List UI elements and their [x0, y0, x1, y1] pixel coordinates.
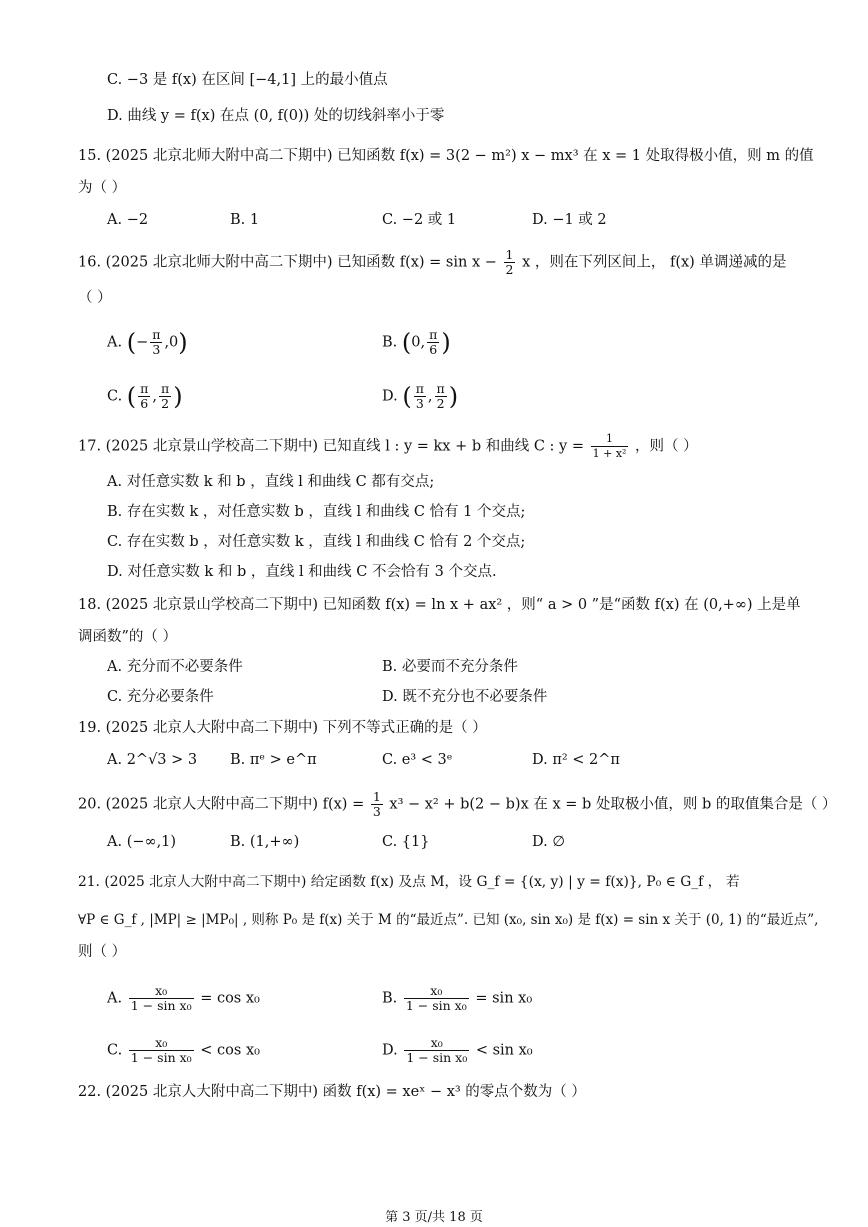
- q16-d-fraction1: [414, 382, 426, 411]
- q17-frac-den: 1 + x²: [592, 447, 627, 460]
- q16-d-label: D.: [382, 388, 398, 405]
- q17-stem-prefix: 17. (2025 北京景山学校高二下期中) 已知直线 l : y = kx + b 和曲线 C : y =: [78, 438, 584, 455]
- q21-d-fraction: [404, 1036, 469, 1065]
- q16-b-lparen: (: [401, 328, 412, 357]
- q15-option-b: B. 1: [230, 212, 260, 228]
- q16-d-rparen: ): [448, 382, 459, 411]
- q17-stem-fraction: [591, 432, 629, 461]
- q21-option-d: [382, 1036, 533, 1065]
- q21-b-num: x₀: [404, 984, 469, 999]
- q16-c-fraction2: [159, 382, 171, 411]
- q21-c-num: x₀: [129, 1036, 194, 1051]
- q21-c-fraction: [129, 1036, 194, 1065]
- q16-option-c: C. ( $\frac{\pi}{6}$ , $\frac{\pi}{2}$ ): [107, 381, 183, 411]
- q16-b-label: B.: [382, 334, 398, 351]
- q21-d-relation: < sin x₀: [475, 1042, 533, 1059]
- q14-option-d: D. 曲线 y = f(x) 在点 (0, f(0)) 处的切线斜率小于零: [107, 108, 445, 124]
- q16-c-label: C.: [107, 388, 123, 405]
- q16-stem-line1: [78, 248, 786, 277]
- q15-option-a: A. −2: [107, 212, 149, 228]
- page-number-footer: 第 3 页/共 18 页: [385, 1210, 483, 1225]
- q16-c-den2: 2: [161, 396, 170, 411]
- q16-stem-line2: （ ）: [78, 290, 112, 306]
- q16-stem-fraction: [504, 248, 516, 277]
- q21-stem-line1: 21. (2025 北京人大附中高二下期中) 给定函数 f(x) 及点 M，设 G_f = {(x, y) | y = f(x)}, P₀ ∈ G_f ， 若: [78, 874, 740, 890]
- q16-option-b: B. (0, $\frac{\pi}{6}$ ): [382, 327, 451, 357]
- q21-option-a: [107, 984, 260, 1013]
- q15-stem-line1: 15. (2025 北京北师大附中高二下期中) 已知函数 f(x) = 3(2 − m²) x − mx³ 在 x = 1 处取得极小值，则 m 的值: [78, 148, 814, 164]
- q16-c-num2: π: [161, 381, 170, 396]
- q16-a-fraction: [150, 328, 162, 357]
- q16-c-num1: π: [140, 381, 149, 396]
- q16-d-den2: 2: [436, 396, 445, 411]
- q15-stem-line2: 为（ ）: [78, 180, 127, 196]
- q21-d-label: D.: [382, 1042, 398, 1059]
- q20-stem: [78, 790, 837, 819]
- q21-b-den: 1 − sin x₀: [405, 998, 467, 1013]
- q20-stem-fraction: [371, 790, 383, 819]
- q21-d-num: x₀: [404, 1036, 469, 1051]
- q16-stem-suffix: x ，则在下列区间上， f(x) 单调递减的是: [522, 254, 787, 271]
- q21-a-den: 1 − sin x₀: [130, 998, 192, 1013]
- q16-d-num1: π: [415, 381, 424, 396]
- q16-b-rparen: ): [441, 328, 451, 357]
- q20-option-c: C. {1}: [382, 834, 430, 850]
- q21-c-relation: < cos x₀: [200, 1042, 260, 1059]
- q16-frac-den: 2: [505, 262, 514, 277]
- q16-frac-num: 1: [505, 247, 514, 262]
- q16-d-fraction2: [435, 382, 447, 411]
- q20-stem-prefix: 20. (2025 北京人大附中高二下期中) f(x) =: [78, 796, 365, 813]
- q18-option-a: A. 充分而不必要条件: [107, 659, 243, 675]
- q21-b-fraction: [404, 984, 469, 1013]
- q19-option-c: C. e³ < 3ᵉ: [382, 752, 453, 768]
- q14-option-c: C. −3 是 f(x) 在区间 [−4,1] 上的最小值点: [107, 72, 388, 88]
- q20-option-a: A. (−∞,1): [107, 834, 177, 850]
- q15-option-d: D. −1 或 2: [532, 212, 607, 228]
- q20-stem-suffix: x³ − x² + b(2 − b)x 在 x = b 处取极小值，则 b 的取值集合是（ ）: [389, 796, 837, 813]
- q20-option-d: D. ∅: [532, 834, 565, 850]
- q21-b-relation: = sin x₀: [475, 990, 533, 1007]
- q20-frac-den: 3: [372, 804, 381, 819]
- q21-d-den: 1 − sin x₀: [406, 1050, 468, 1065]
- q16-a-rparen: ): [178, 328, 188, 357]
- q19-option-b: B. πᵉ > e^π: [230, 752, 317, 768]
- q16-c-fraction1: [138, 382, 150, 411]
- q16-c-den1: 6: [140, 396, 149, 411]
- q17-option-b: B. 存在实数 k ，对任意实数 b ，直线 l 和曲线 C 恰有 1 个交点;: [107, 504, 526, 520]
- q18-option-d: D. 既不充分也不必要条件: [382, 689, 548, 705]
- q18-option-c: C. 充分必要条件: [107, 689, 214, 705]
- q17-frac-num: 1: [591, 432, 629, 447]
- q15-option-c: C. −2 或 1: [382, 212, 457, 228]
- q21-a-num: x₀: [129, 984, 194, 999]
- q20-frac-num: 1: [372, 789, 381, 804]
- q16-d-lparen: (: [402, 382, 412, 411]
- q22-stem: 22. (2025 北京人大附中高二下期中) 函数 f(x) = xeˣ − x³ 的零点个数为（ ）: [78, 1084, 586, 1100]
- q18-stem-line1: 18. (2025 北京景山学校高二下期中) 已知函数 f(x) = ln x + ax² ，则“ a > 0 ”是“函数 f(x) 在 (0,+∞) 上是单: [78, 597, 801, 613]
- q21-stem-line3: 则（ ）: [78, 944, 127, 960]
- q21-b-label: B.: [382, 990, 398, 1007]
- q19-option-a: A. 2^√3 > 3: [107, 752, 198, 768]
- q21-option-c: [107, 1036, 260, 1065]
- q16-c-lparen: (: [126, 382, 137, 411]
- q16-b-fraction: [427, 328, 439, 357]
- q16-stem-prefix: 16. (2025 北京北师大附中高二下期中) 已知函数 f(x) = sin x −: [78, 254, 497, 271]
- q16-a-num: π: [152, 327, 161, 342]
- q21-option-b: [382, 984, 532, 1013]
- q16-a-lparen: (: [126, 328, 137, 357]
- q16-a-den: 3: [152, 342, 161, 357]
- q16-d-num2: π: [436, 381, 445, 396]
- q19-stem: 19. (2025 北京人大附中高二下期中) 下列不等式正确的是（ ）: [78, 720, 487, 736]
- q17-option-c: C. 存在实数 b ，对任意实数 k ，直线 l 和曲线 C 恰有 2 个交点;: [107, 534, 526, 550]
- q21-c-label: C.: [107, 1042, 123, 1059]
- q18-option-b: B. 必要而不充分条件: [382, 659, 518, 675]
- q17-stem-suffix: ，则（ ）: [635, 438, 698, 455]
- q21-a-label: A.: [107, 990, 123, 1007]
- q21-a-fraction: [129, 984, 194, 1013]
- q19-option-d: D. π² < 2^π: [532, 752, 620, 768]
- q16-b-den: 6: [429, 342, 438, 357]
- q16-option-a: A. (− $\frac{\pi}{3}$ ,0): [107, 327, 188, 357]
- q17-option-d: D. 对任意实数 k 和 b ，直线 l 和曲线 C 不会恰有 3 个交点.: [107, 564, 497, 580]
- q17-stem-line1: [78, 432, 698, 461]
- q16-b-num: π: [429, 327, 438, 342]
- q21-c-den: 1 − sin x₀: [130, 1050, 192, 1065]
- q20-option-b: B. (1,+∞): [230, 834, 300, 850]
- q16-option-d: D. ( $\frac{\pi}{3}$ , $\frac{\pi}{2}$ ): [382, 381, 459, 411]
- q17-option-a: A. 对任意实数 k 和 b ，直线 l 和曲线 C 都有交点;: [107, 474, 435, 490]
- q21-a-relation: = cos x₀: [200, 990, 260, 1007]
- q16-a-label: A.: [107, 334, 123, 351]
- q16-d-den1: 3: [415, 396, 424, 411]
- q16-c-rparen: ): [173, 382, 183, 411]
- q21-stem-line2: ∀P ∈ G_f , |MP| ≥ |MP₀| , 则称 P₀ 是 f(x) 关于 M 的“最近点”. 已知 (x₀, sin x₀) 是 f(x) = sin x 关于 (0, 1) 的“最近点”,: [78, 912, 819, 928]
- q18-stem-line2: 调函数”的（ ）: [78, 629, 178, 645]
